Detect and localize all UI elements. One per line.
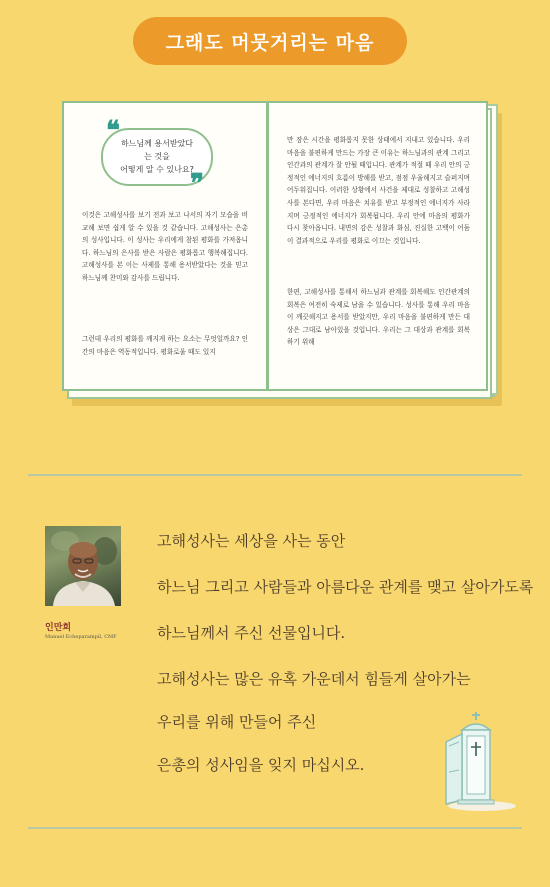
question-line-1: 하느님께 용서받았다는 것을 [120,139,194,161]
book-spine [266,101,269,391]
right-page-paragraph-1: 만 잠은 시간을 평화롭지 못한 상태에서 지내고 있습니다. 우리 마음을 불편하게 만드는 가장 큰 이유는 하느님과의 관계 그리고 인간과의 관계가 잘 안될 때입니다. 관계가 적절 때 우리 안의 긍정적인 에너지의 흐름이 방해를 받고, 점점 우울해지고 슬퍼지며 어두워집니다. 이러한 상황에서 사건을 제대로 성찰하고 고해성사를 본다면, 우리 마음은 치유를 받고 부정적인 에너지가 사라지며 긍정적인 에너지가 회복됩니다. 우리 안에 마음의 평화가 다시 찾아옵니다. 내면의 감은 성찰과 화심, 진실한 고백이 어둠이 결과적으로 우리를 평화로 이끄는 것입니다. [287,136,470,245]
quote-close-icon: ❞ [190,169,204,199]
message-line-3: 하느님께서 주신 선물입니다. [157,624,346,642]
left-page-paragraph-2: 그런데 우리의 평화를 깨지게 하는 요소는 무엇일까요? 인간의 마음은 역동적입니다. 평화로울 때도 있지 [82,335,248,356]
message-line-5: 우리를 위해 만들어 주신 [157,713,317,731]
left-page-paragraph-1: 이것은 고해성사를 보기 전과 보고 나서의 자기 모습을 비교해 보면 쉽게 알 수 있을 것 같습니다. 고해성사는 은총의 성사입니다. 이 성사는 우리에게 참된 평화를 가져옵니다. 하느님의 은사를 받은 사람은 평화롭고 행복해집니다. 고해성사를 본 이는 사제를 통해 용서받았다는 것을 믿고 하느님께 찬미와 감사를 드립니다. [82,211,248,282]
section-title: 그래도 머뭇거리는 마음 [133,17,407,65]
message-line-1: 고해성사는 세상을 사는 동안 [157,532,346,550]
message-line-4: 고해성사는 많은 유혹 가운데서 힘들게 살아가는 [157,670,471,688]
quote-open-icon: ❝ [106,116,120,146]
author-name: 인만희 [45,623,72,633]
author-name-english: Manuel Echeparampil, CMF [45,634,117,640]
section-divider [28,474,522,476]
portrait-icon [45,526,121,606]
question-line-2: 어떻게 알 수 있나요? [120,165,194,174]
message-line-6: 은총의 성사임을 잊지 마십시오. [157,756,365,774]
footer-divider [28,827,522,829]
confessional-icon [436,712,518,812]
question-text [118,137,196,176]
message-line-2: 하느님 그리고 사람들과 아름다운 관계를 맺고 살아가도록 [157,578,534,596]
author-photo [45,526,121,606]
right-page-paragraph-2: 한편, 고해성사를 통해서 하느님과 관계를 회복해도 인간관계의 회복은 여전히 숙제로 남을 수 있습니다. 성사를 통해 우리 마음이 깨끗해지고 용서를 받았지만, 우리 마음을 불편하게 만든 대상은 그대로 남아있을 것입니다. 우리는 그 대상과 관계를 회복하기 위해 [287,288,470,347]
